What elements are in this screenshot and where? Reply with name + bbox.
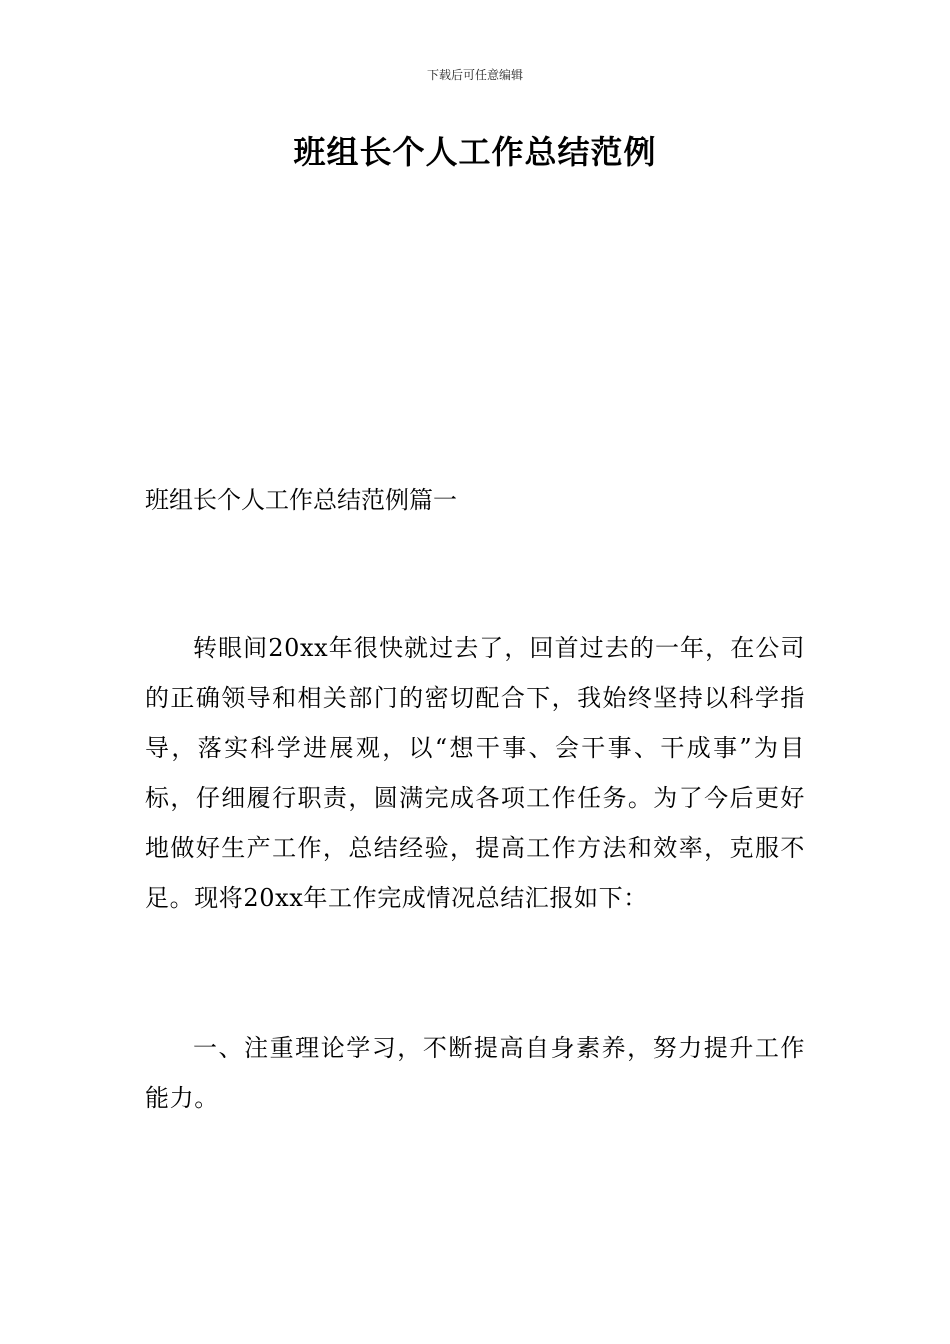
- document-title: 班组长个人工作总结范例: [293, 133, 657, 171]
- body-paragraph-point-one: 一、注重理论学习，不断提高自身素养，努力提升工作能力。: [145, 1034, 805, 1112]
- body-paragraph-intro: 转眼间20xx年很快就过去了，回首过去的一年，在公司的正确领导和相关部门的密切配合下，我始终坚持以科学指导，落实科学进展观，以“想干事、会干事、干成事”为目标，仔细履行职责，圆满完成各项工作任务。为了今后更好地做好生产工作，总结经验，提高工作方法和效率，克服不足。现将20xx年工作完成情况总结汇报如下：: [145, 634, 805, 912]
- section-heading: 班组长个人工作总结范例篇一: [145, 486, 457, 514]
- header-note: 下载后可任意编辑: [426, 68, 523, 82]
